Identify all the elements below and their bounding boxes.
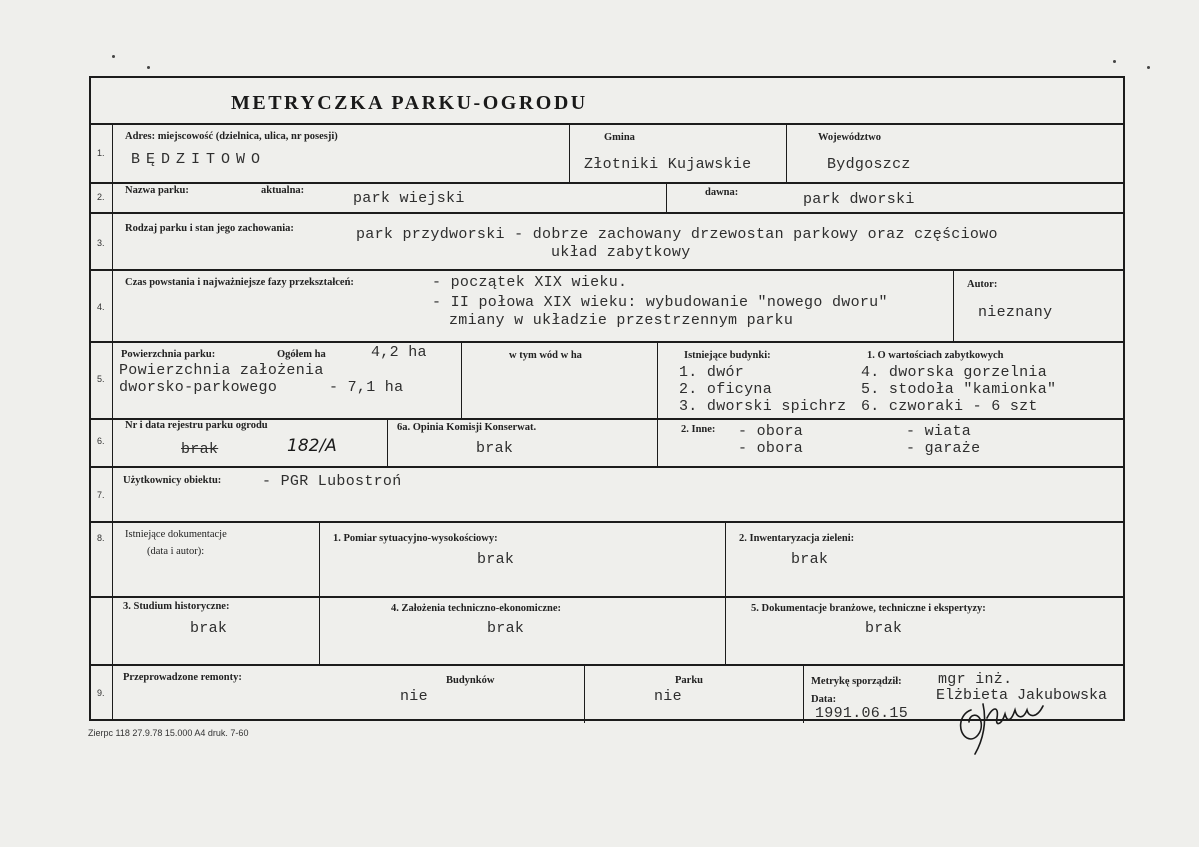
number-column-divider — [112, 123, 113, 721]
area-total-label: Ogółem ha — [277, 349, 326, 360]
conservation-opinion-value: brak — [476, 440, 514, 457]
address-value: BĘDZITOWO — [131, 151, 267, 168]
building-item: 3. dworski spichrz — [679, 398, 847, 415]
row-divider — [91, 182, 1123, 184]
monument-item: 4. dworska gorzelnia — [861, 364, 1048, 381]
monument-item: 5. stodoła "kamionka" — [861, 381, 1057, 398]
history-study-value: brak — [190, 620, 228, 637]
address-label: Adres: miejscowość (dzielnica, ulica, nr posesji) — [125, 131, 338, 142]
survey-value: brak — [477, 551, 515, 568]
gmina-value: Złotniki Kujawskie — [584, 156, 752, 173]
users-value: - PGR Lubostroń — [262, 473, 402, 490]
other-label: 2. Inne: — [681, 424, 716, 435]
docs-label-line1: Istniejące dokumentacje — [125, 529, 227, 540]
origin-line1: - początek XIX wieku. — [432, 274, 628, 291]
column-divider — [387, 418, 388, 466]
area-label: Powierzchnia parku: — [121, 349, 216, 360]
scan-speck — [147, 66, 150, 69]
history-study-label: 3. Studium historyczne: — [123, 601, 230, 612]
tech-econ-value: brak — [487, 620, 525, 637]
author-label: Autor: — [967, 279, 998, 290]
column-divider — [953, 269, 954, 341]
conservation-opinion-label: 6a. Opinia Komisji Konserwat. — [397, 422, 537, 433]
repairs-park-value: nie — [654, 688, 682, 705]
monument-item: 6. czworaki - 6 szt — [861, 398, 1038, 415]
voivodeship-label: Województwo — [818, 132, 881, 143]
column-divider — [666, 182, 667, 212]
area-line1: Powierzchnia założenia — [119, 362, 324, 379]
scan-speck — [1147, 66, 1150, 69]
card-author-value2: Elżbieta Jakubowska — [936, 687, 1108, 704]
area-line2: dworsko-parkowego — [119, 379, 278, 396]
park-type-label: Rodzaj parku i stan jego zachowania: — [125, 223, 294, 234]
gmina-label: Gmina — [604, 132, 635, 143]
row-number: 5. — [97, 374, 105, 384]
repairs-buildings-label: Budynków — [446, 675, 495, 686]
column-divider — [569, 123, 570, 182]
column-divider — [657, 341, 658, 466]
row-number: 1. — [97, 148, 105, 158]
row-divider — [91, 269, 1123, 271]
signature-image — [953, 692, 1048, 760]
row-number: 3. — [97, 238, 105, 248]
other-item: - garaże — [906, 440, 981, 457]
origin-line2: - II połowa XIX wieku: wybudowanie "nowego dworu" — [432, 294, 888, 311]
form-title: METRYCZKA PARKU-OGRODU — [231, 92, 588, 114]
row-divider — [91, 341, 1123, 343]
area-total-value: 4,2 ha — [371, 344, 427, 361]
other-item: - obora — [738, 423, 804, 440]
row-divider — [91, 664, 1123, 666]
column-divider — [725, 521, 726, 664]
inventory-label: 2. Inwentaryzacja zieleni: — [739, 533, 855, 544]
monuments-label: 1. O wartościach zabytkowych — [867, 350, 1004, 361]
column-divider — [584, 664, 585, 723]
record-card-form — [89, 76, 1125, 721]
card-author-value1: mgr inż. — [938, 671, 1013, 688]
park-name-current-value: park wiejski — [353, 190, 465, 207]
park-name-former-value: park dworski — [803, 191, 915, 208]
building-item: 1. dwór — [679, 364, 745, 381]
registry-label: Nr i data rejestru parku ogrodu — [125, 420, 268, 431]
park-name-former-label: dawna: — [705, 187, 739, 198]
other-item: - obora — [738, 440, 804, 457]
row-divider — [91, 521, 1123, 523]
repairs-buildings-value: nie — [400, 688, 428, 705]
tech-econ-label: 4. Założenia techniczno-ekonomiczne: — [391, 603, 562, 614]
row-number: 9. — [97, 688, 105, 698]
author-value: nieznany — [978, 304, 1053, 321]
repairs-label: Przeprowadzone remonty: — [123, 672, 242, 683]
origin-line3: zmiany w układzie przestrzennym parku — [449, 312, 794, 329]
area-line2-value: - 7,1 ha — [329, 379, 404, 396]
users-label: Użytkownicy obiektu: — [123, 475, 222, 486]
print-footer: Zierpc 118 27.9.78 15.000 A4 druk. 7-60 — [88, 728, 249, 738]
branch-docs-value: brak — [865, 620, 903, 637]
column-divider — [319, 521, 320, 664]
row-number: 8. — [97, 533, 105, 543]
voivodeship-value: Bydgoszcz — [827, 156, 911, 173]
row-divider — [91, 212, 1123, 214]
inventory-value: brak — [791, 551, 829, 568]
scan-speck — [112, 55, 115, 58]
column-divider — [786, 123, 787, 182]
scan-speck — [1113, 60, 1116, 63]
row-number: 2. — [97, 192, 105, 202]
docs-label-line2: (data i autor): — [147, 546, 205, 557]
column-divider — [461, 341, 462, 418]
park-name-current-label: aktualna: — [261, 185, 305, 196]
row-number: 6. — [97, 436, 105, 446]
park-name-label: Nazwa parku: — [125, 185, 189, 196]
buildings-label: Istniejące budynki: — [684, 350, 771, 361]
date-value: 1991.06.15 — [815, 705, 909, 722]
registry-value-struck: brak — [181, 441, 219, 458]
branch-docs-label: 5. Dokumentacje branżowe, techniczne i ekspertyzy: — [751, 603, 986, 614]
park-type-line1: park przydworski - dobrze zachowany drzewostan parkowy oraz częściowo — [356, 226, 998, 243]
repairs-park-label: Parku — [675, 675, 704, 686]
date-label: Data: — [811, 694, 837, 705]
card-author-label: Metrykę sporządził: — [811, 676, 902, 687]
row-divider — [91, 596, 1123, 598]
building-item: 2. oficyna — [679, 381, 773, 398]
row-number: 7. — [97, 490, 105, 500]
registry-value-handwritten: 182/A — [287, 436, 337, 456]
other-item: - wiata — [906, 423, 972, 440]
origin-label: Czas powstania i najważniejsze fazy przekształceń: — [125, 277, 354, 288]
water-area-label: w tym wód w ha — [509, 350, 582, 361]
row-number: 4. — [97, 302, 105, 312]
column-divider — [803, 664, 804, 723]
survey-label: 1. Pomiar sytuacyjno-wysokościowy: — [333, 533, 498, 544]
row-divider — [91, 123, 1123, 125]
row-divider — [91, 466, 1123, 468]
park-type-line2: układ zabytkowy — [551, 244, 691, 261]
